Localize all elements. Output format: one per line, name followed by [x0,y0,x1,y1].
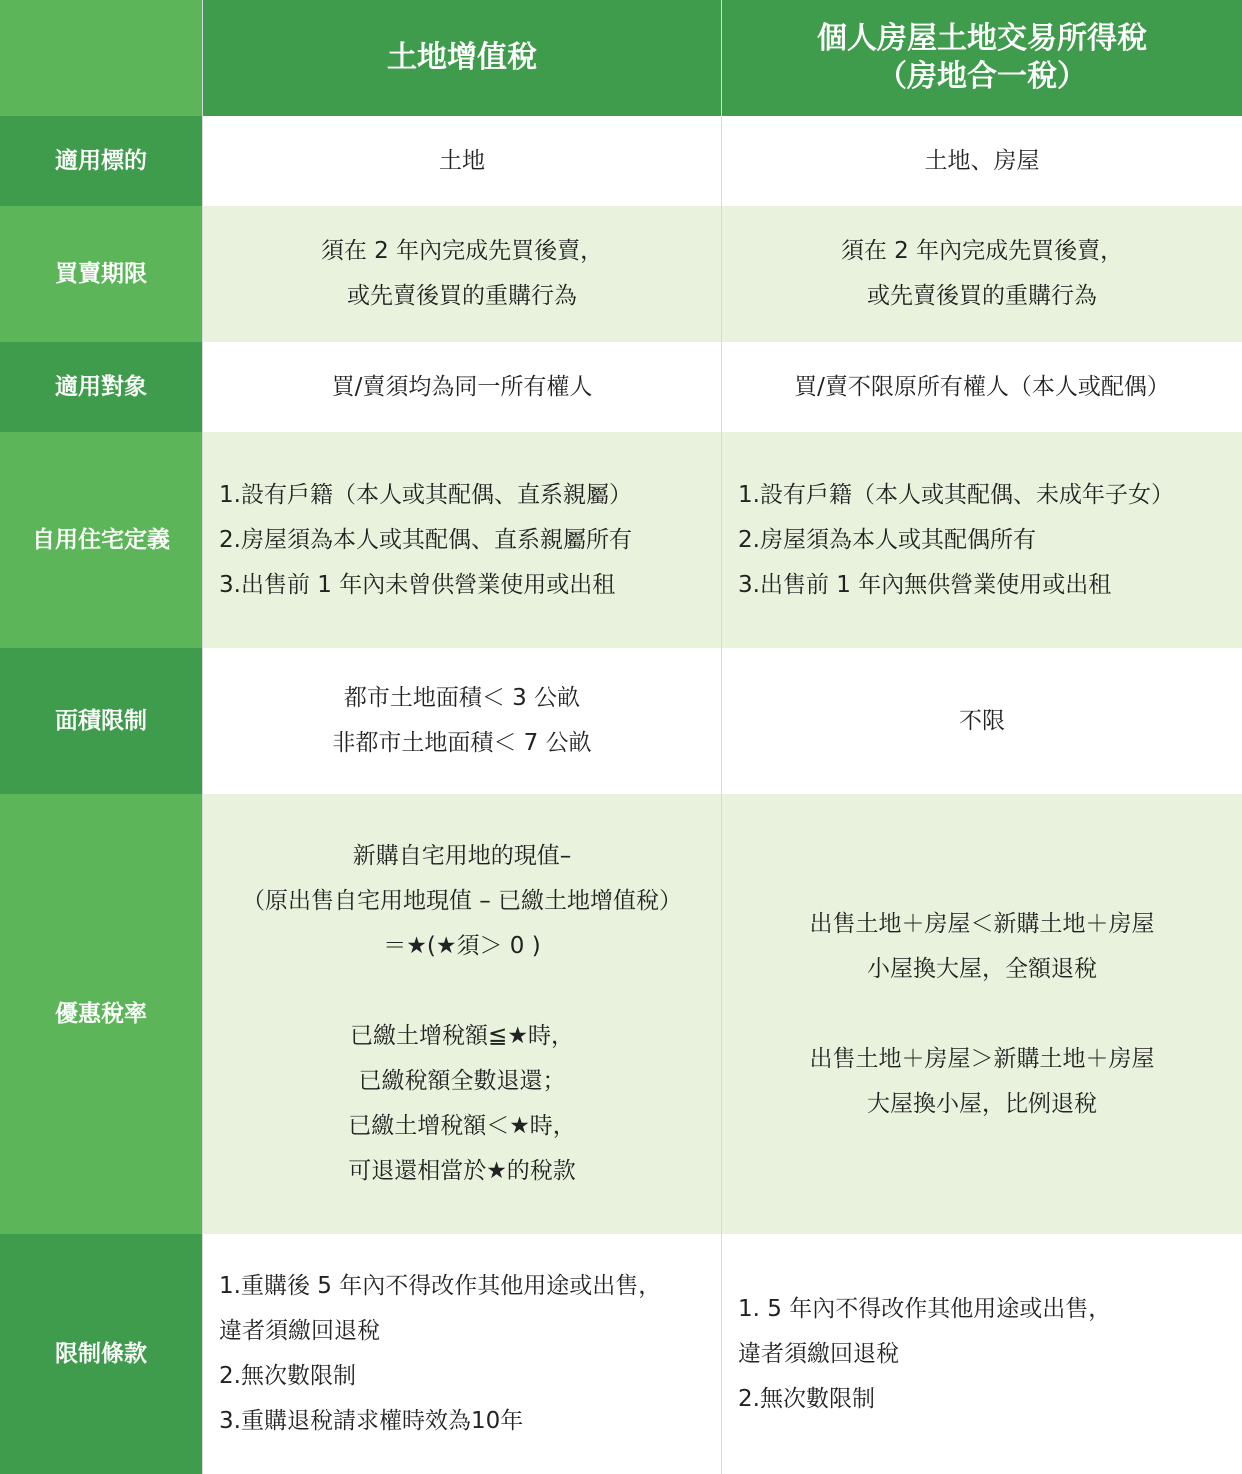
cell-trade-period-income-tax [722,206,1242,342]
cell-line: 3.出售前 1 年內未曾供營業使用或出租 [219,571,616,598]
cell-line: 須在 2 年內完成先買後賣， [840,238,1124,264]
cell-line: 小屋換大屋，全額退稅 [867,955,1097,982]
cell-preferential-rate-income-tax [722,794,1242,1234]
cell-line: 1.重購後 5 年內不得改作其他用途或出售， [219,1273,662,1299]
row-label-text: 限制條款 [55,1340,147,1367]
row-label-text: 面積限制 [55,707,147,734]
row-label-text: 買賣期限 [55,260,147,287]
cell-line: 已繳土增稅額≦★時， [350,1023,574,1049]
row-label-owner-occupied-definition [0,432,202,648]
row-label-restriction-terms [0,1234,202,1474]
cell-area-limit-land-tax [203,648,721,794]
cell-area-limit-income-tax [722,648,1242,794]
header-house-land-income-tax-line2: （房地合一稅） [877,59,1087,94]
cell-line: 1. 5 年內不得改作其他用途或出售， [738,1295,1112,1322]
cell-line: 大屋換小屋，比例退稅 [867,1090,1097,1117]
cell-line: 3.出售前 1 年內無供營業使用或出租 [738,571,1112,598]
cell-trade-period-land-tax [203,206,721,342]
cell-line: 2.房屋須為本人或其配偶所有 [738,526,1036,553]
cell-line: 違者須繳回退稅 [738,1340,899,1367]
row-label-preferential-rate [0,794,202,1234]
cell-line: 1.設有戶籍（本人或其配偶、直系親屬） [219,481,632,508]
cell-line: 新購自宅用地的現值– [352,843,572,869]
header-corner [0,0,202,116]
cell-line: 不限 [959,707,1005,734]
cell-line: 出售土地＋房屋＜新購土地＋房屋 [809,910,1155,937]
cell-applicable-party-income-tax [722,342,1242,432]
cell-line: 2.無次數限制 [738,1385,875,1412]
cell-line: 出售土地＋房屋＞新購土地＋房屋 [809,1045,1155,1072]
cell-line: 土地 [439,147,485,174]
cell-line: 2.無次數限制 [219,1363,356,1389]
cell-line: 或先賣後買的重購行為 [866,283,1097,309]
cell-line: 2.房屋須為本人或其配偶、直系親屬所有 [219,526,632,553]
cell-line: 須在 2 年內完成先買後賣， [320,238,604,264]
header-house-land-income-tax [722,0,1242,116]
cell-owner-occupied-income-tax [722,432,1242,648]
row-label-applicable-target [0,116,202,206]
cell-line: 可退還相當於★的稅款 [348,1158,576,1184]
cell-owner-occupied-land-tax [203,432,721,648]
cell-line: 或先賣後買的重購行為 [346,283,577,309]
cell-line: 買/賣不限原所有權人（本人或配偶） [794,373,1170,400]
cell-line: 已繳土增稅額＜★時， [348,1113,576,1139]
cell-restriction-income-tax [722,1234,1242,1474]
cell-line: （原出售自宅用地現值 – 已繳土地增值稅） [241,888,683,914]
row-label-text: 適用標的 [55,147,147,174]
cell-restriction-land-tax [203,1234,721,1474]
cell-applicable-target-income-tax [722,116,1242,206]
row-label-text: 優惠稅率 [55,1000,147,1027]
cell-line: 違者須繳回退稅 [219,1318,380,1344]
cell-line: 已繳稅額全數退還； [358,1068,566,1094]
cell-line: 3.重購退稅請求權時效為10年 [219,1408,524,1434]
cell-line: 1.設有戶籍（本人或其配偶、未成年子女） [738,481,1174,508]
cell-line: 非都市土地面積＜ 7 公畝 [332,730,592,756]
cell-line: 土地、房屋 [924,147,1040,174]
cell-line: ＝★(★須＞ 0 ) [383,933,541,959]
row-label-area-limit [0,648,202,794]
cell-applicable-party-land-tax [203,342,721,432]
row-label-text: 適用對象 [55,373,147,400]
header-land-value-tax-label: 土地增值稅 [387,40,537,75]
row-label-trade-period [0,206,202,342]
cell-preferential-rate-land-tax [203,794,721,1234]
header-land-value-tax [203,0,721,116]
cell-line: 買/賣須均為同一所有權人 [331,373,593,400]
header-house-land-income-tax-line1: 個人房屋土地交易所得稅 [817,21,1147,56]
cell-applicable-target-land-tax [203,116,721,206]
row-label-applicable-party [0,342,202,432]
row-label-text: 自用住宅定義 [32,526,170,553]
cell-line: 都市土地面積＜ 3 公畝 [343,685,581,711]
